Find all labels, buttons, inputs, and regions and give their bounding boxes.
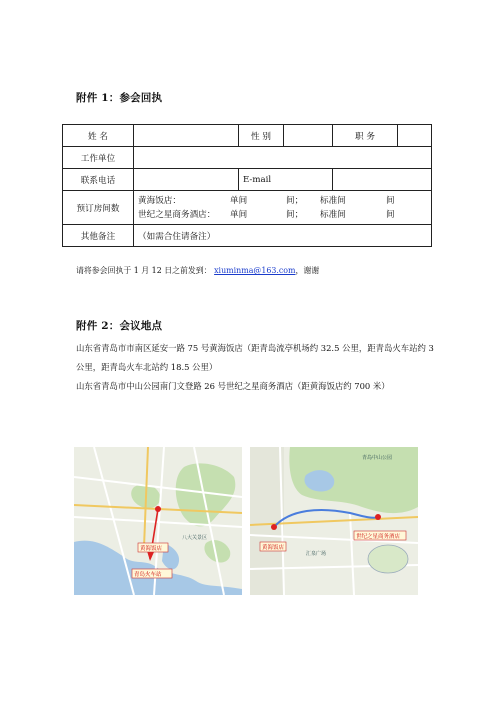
hotel-row-century-star [138, 208, 427, 222]
single-room-unit: 间； [286, 195, 304, 206]
map-left-label-station: 青岛火车站 [134, 572, 162, 578]
single-room-unit: 间； [286, 209, 304, 220]
room-booking-cell [134, 191, 432, 225]
email-label: E-mail [239, 169, 333, 191]
map-right [250, 447, 418, 595]
email-field[interactable] [333, 169, 432, 191]
map-right-label-park: 青岛中山公园 [362, 455, 393, 461]
single-room-label: 单间 [230, 195, 248, 206]
address-century-star: 山东省青岛市中山公园南门文登路 26 号世纪之星商务酒店（距黄海饭店约 700 米） [76, 381, 390, 391]
map-right-label-hotel: 黄海饭店 [262, 545, 285, 551]
map-right-label-square: 汇泉广场 [306, 551, 327, 557]
attachment2-title: 附件 2：会议地点 [76, 320, 163, 332]
submission-note: 请将参会回执于 1 月 12 日之前发到： xiuminma@163.com，谢谢 [76, 266, 320, 275]
standard-room-unit: 间 [386, 209, 395, 220]
registration-form [62, 124, 432, 247]
hotel-name: 世纪之星商务酒店： [138, 209, 216, 220]
standard-room-label: 标准间 [320, 209, 346, 220]
hotel-row-huanghai [138, 194, 427, 208]
phone-label: 联系电话 [63, 169, 134, 191]
work-unit-field[interactable] [134, 147, 432, 169]
map-left [74, 447, 242, 595]
contact-email-link[interactable]: xiuminma@163.com [214, 266, 296, 275]
room-label: 预订房间数 [63, 191, 134, 225]
address-huanghai: 山东省青岛市市南区延安一路 75 号黄海饭店（距青岛流亭机场约 32.5 公里，距青岛火车站约 3 公里，距青岛火车北站约 18.5 公里） [76, 343, 434, 372]
position-label: 职 务 [333, 125, 398, 147]
gender-field[interactable] [284, 125, 333, 147]
remarks-field[interactable]: （如需合住请备注） [134, 225, 432, 247]
standard-room-label: 标准间 [320, 195, 346, 206]
map-left-label-hotel: 黄海饭店 [140, 546, 163, 552]
map-left-label-badaguan: 八大关景区 [182, 535, 208, 541]
name-field[interactable] [134, 125, 239, 147]
single-room-label: 单间 [230, 209, 248, 220]
map-left-image [74, 447, 242, 595]
standard-room-unit: 间 [386, 195, 395, 206]
phone-field[interactable] [134, 169, 239, 191]
attachment1-title: 附件 1：参会回执 [76, 92, 163, 104]
remarks-label: 其他备注 [63, 225, 134, 247]
gender-label: 性 别 [239, 125, 284, 147]
hotel-name: 黄海饭店： [138, 195, 181, 206]
map-right-image [250, 447, 418, 595]
name-label: 姓 名 [63, 125, 134, 147]
position-field[interactable] [398, 125, 432, 147]
map-right-label-century-star: 世纪之星商务酒店 [356, 534, 401, 540]
work-unit-label: 工作单位 [63, 147, 134, 169]
